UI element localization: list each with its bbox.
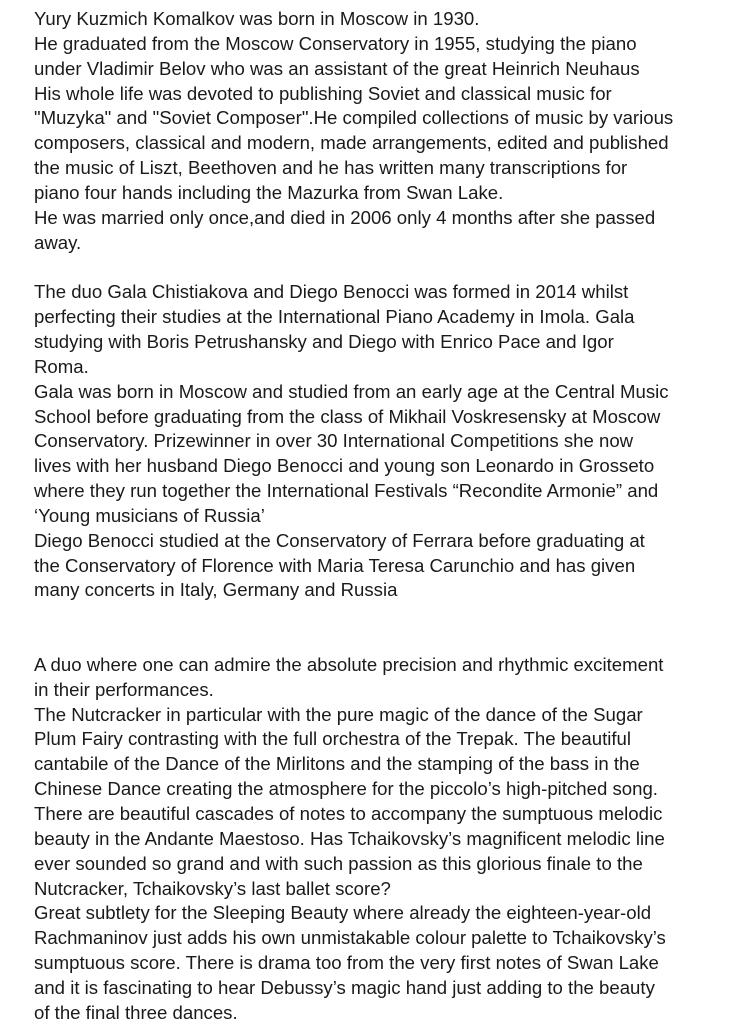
text-line: Chinese Dance creating the atmosphere for the piccolo’s high-pitched song. — [34, 778, 658, 800]
text-line: Diego Benocci studied at the Conservatory of Ferrara before graduating at — [34, 529, 645, 551]
text-line: and it is fascinating to hear Debussy’s magic hand just adding to the beauty — [34, 976, 655, 998]
text-line: piano four hands including the Mazurka from Swan Lake. — [34, 181, 504, 203]
text-line: of the final three dances. — [34, 1001, 238, 1023]
text-line: The Nutcracker in particular with the pure magic of the dance of the Sugar — [34, 703, 643, 725]
paragraph-spacer — [34, 255, 734, 280]
text-line: Plum Fairy contrasting with the full orchestra of the Trepak. The beautiful — [34, 728, 632, 750]
text-line: lives with her husband Diego Benocci and young son Leonardo in Grosseto — [34, 455, 655, 477]
text-line: Nutcracker, Tchaikovsky’s last ballet score? — [34, 877, 391, 899]
text-line: sumptuous score. There is drama too from the very first notes of Swan Lake — [34, 952, 659, 974]
text-line: the Conservatory of Florence with Maria Teresa Carunchio and has given — [34, 554, 636, 576]
text-line: Rachmaninov just adds his own unmistakable colour palette to Tchaikovsky’s — [34, 927, 666, 949]
text-line: Gala was born in Moscow and studied from an early age at the Central Music — [34, 380, 669, 402]
duo-paragraph — [34, 280, 734, 603]
text-line: The duo Gala Chistiakova and Diego Benocci was formed in 2014 whilst — [34, 281, 629, 303]
paragraph-spacer — [34, 603, 734, 628]
text-line: beauty in the Andante Maestoso. Has Tchaikovsky’s magnificent melodic line — [34, 827, 665, 849]
text-line: He graduated from the Moscow Conservatory in 1955, studying the piano — [34, 32, 637, 54]
paragraph-spacer — [34, 628, 734, 653]
text-line: Conservatory. Prizewinner in over 30 International Competitions she now — [34, 430, 634, 452]
text-line: School before graduating from the class of Mikhail Voskresensky at Moscow — [34, 405, 661, 427]
text-line: the music of Liszt, Beethoven and he has written many transcriptions for — [34, 157, 628, 179]
text-line: Great subtlety for the Sleeping Beauty where already the eighteen-year-old — [34, 902, 652, 924]
text-line: ever sounded so grand and with such passion as this glorious finale to the — [34, 852, 643, 874]
text-line: in their performances. — [34, 678, 214, 700]
text-line: Yury Kuzmich Komalkov was born in Moscow in 1930. — [34, 8, 480, 29]
document-page — [34, 7, 734, 1026]
text-line: composers, classical and modern, made arrangements, edited and published — [34, 132, 669, 154]
text-line: ‘Young musicians of Russia’ — [34, 504, 265, 526]
text-line: studying with Boris Petrushansky and Diego with Enrico Pace and Igor — [34, 330, 614, 352]
text-line: A duo where one can admire the absolute precision and rhythmic excitement — [34, 653, 664, 675]
text-line: "Muzyka" and "Soviet Composer".He compiled collections of music by various — [34, 107, 674, 129]
bio-paragraph — [34, 7, 734, 255]
text-line: away. — [34, 231, 82, 253]
text-line: where they run together the International Festivals “Recondite Armonie” and — [34, 480, 659, 502]
text-line: His whole life was devoted to publishing Soviet and classical music for — [34, 82, 612, 104]
review-paragraph — [34, 653, 734, 1026]
text-line: He was married only once,and died in 2006 only 4 months after she passed — [34, 206, 656, 228]
text-line: Roma. — [34, 355, 89, 377]
text-line: under Vladimir Belov who was an assistant of the great Heinrich Neuhaus — [34, 57, 640, 79]
text-line: many concerts in Italy, Germany and Russia — [34, 579, 398, 601]
text-line: perfecting their studies at the International Piano Academy in Imola. Gala — [34, 306, 635, 328]
text-line: cantabile of the Dance of the Mirlitons and the stamping of the bass in the — [34, 753, 640, 775]
text-line: There are beautiful cascades of notes to accompany the sumptuous melodic — [34, 803, 663, 824]
